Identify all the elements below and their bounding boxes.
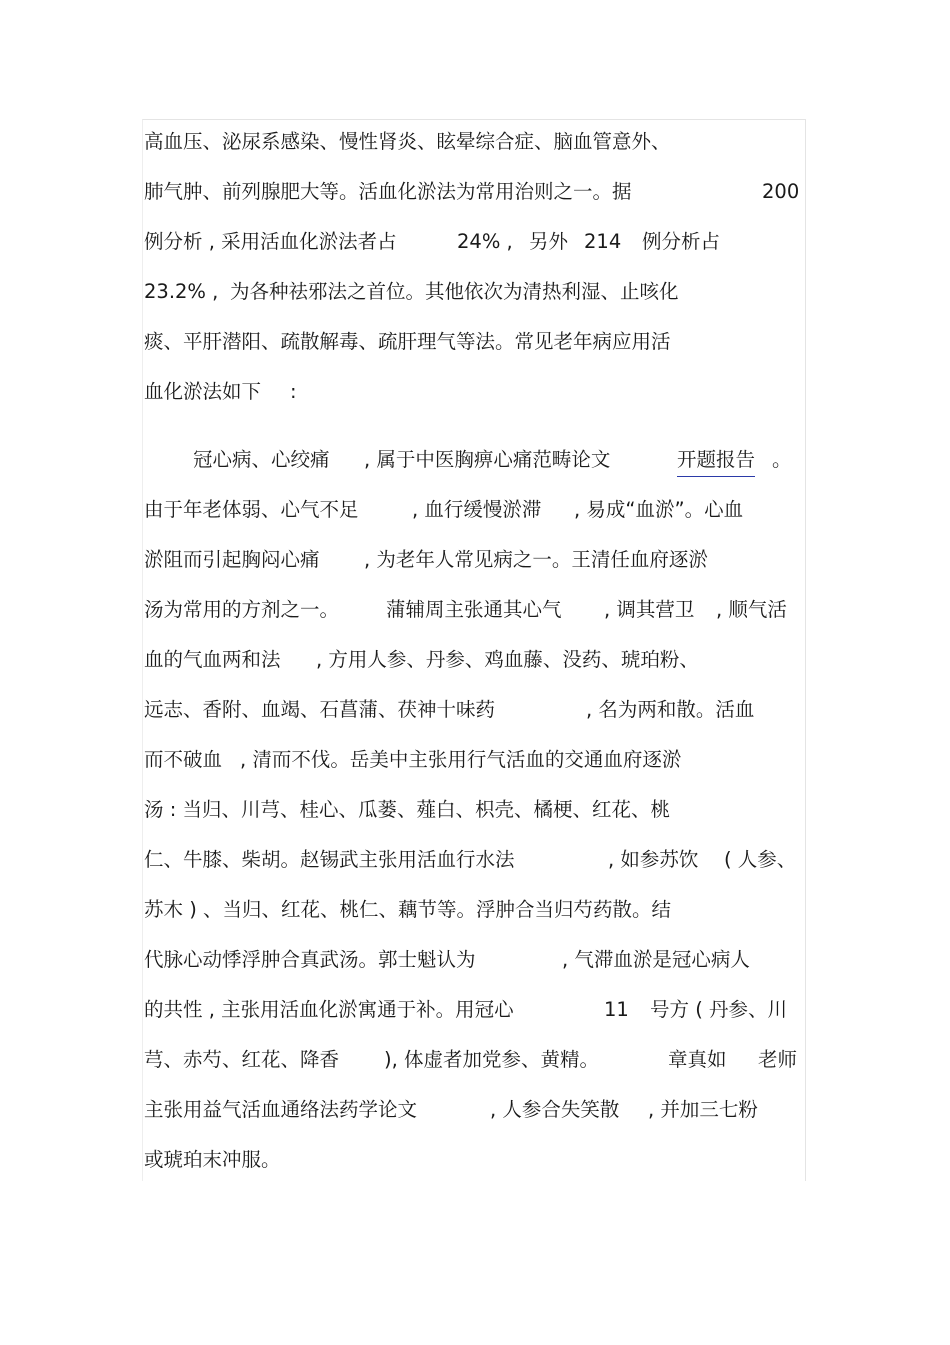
paragraph-2-line-5 [144,645,800,675]
number-text: 200 [762,180,800,203]
text-segment: , 顺气活 [716,598,787,621]
text-segment: , 属于中医胸痹心痛范畴论文 [364,448,611,471]
text-segment: 苏木 ) 、当归、红花、桃仁、藕节等。浮肿合当归芍药散。结 [144,898,672,921]
text-segment: 淤阻而引起胸闷心痛 [144,548,320,571]
paragraph-2-line-15 [144,1145,800,1175]
text-segment: 由于年老体弱、心气不足 [144,498,359,521]
paragraph-2-line-12 [144,995,800,1025]
text-segment: , 清而不伐。岳美中主张用行气活血的交通血府逐淤 [240,748,682,771]
text-segment: 而不破血 [144,748,223,771]
number-text: 11 [604,998,629,1021]
percent-text: 24% , [457,230,513,253]
percent-text: 23.2% , [144,280,219,303]
paragraph-2-line-11 [144,945,800,975]
text-segment: , 名为两和散。活血 [586,698,755,721]
text-segment: 例分析占 [642,230,721,253]
paragraph-2-line-1 [144,445,800,475]
text-segment: 号方 ( 丹参、川 [650,998,788,1021]
text-segment: 肺气肿、前列腺肥大等。活血化淤法为常用治则之一。据 [144,180,632,203]
paragraph-2-line-9 [144,845,800,875]
text-segment: , 如参苏饮 [608,848,699,871]
paragraph-2-line-13 [144,1045,800,1075]
text-segment: 主张用益气活血通络法药学论文 [144,1098,418,1121]
text-segment: , 调其营卫 [604,598,695,621]
text-segment: 。 [772,448,792,471]
text-segment: 远志、香附、血竭、石菖蒲、茯神十味药 [144,698,496,721]
paragraph-1-line-4 [144,277,800,307]
paragraph-1-line-5 [144,327,800,357]
paragraph-2-line-3 [144,545,800,575]
paragraph-2-line-6 [144,695,800,725]
text-segment: 血的气血两和法 [144,648,281,671]
paragraph-2-line-8 [144,795,800,825]
paragraph-1-line-6 [144,377,800,407]
paragraph-2-line-14 [144,1095,800,1125]
text-segment: : [290,380,297,403]
text-segment: 章真如 [668,1048,727,1071]
text-segment: , 并加三七粉 [648,1098,758,1121]
text-segment: , 方用人参、丹参、鸡血藤、没药、琥珀粉、 [316,648,699,671]
text-segment: 汤为常用的方剂之一。 [144,598,340,621]
text-segment: , 易成“血淤”。心血 [574,498,744,521]
paragraph-2-line-4 [144,595,800,625]
text-segment: 另外 [529,230,569,253]
text-segment: 高血压、泌尿系感染、慢性肾炎、眩晕综合症、脑血管意外、 [144,130,671,153]
text-segment: , 人参合失笑散 [490,1098,620,1121]
text-segment: 汤 : 当归、川芎、桂心、瓜蒌、薤白、枳壳、橘梗、红花、桃 [144,798,670,821]
thesis-proposal-link[interactable]: 开题报告 [677,445,755,477]
paragraph-1-line-1 [144,127,800,157]
paragraph-2-line-10 [144,895,800,925]
number-text: 214 [584,230,622,253]
text-segment: , 为老年人常见病之一。王清任血府逐淤 [364,548,708,571]
text-segment: , 气滞血淤是冠心病人 [562,948,750,971]
text-segment: 痰、平肝潜阳、疏散解毒、疏肝理气等法。常见老年病应用活 [144,330,671,353]
text-segment: ), 体虚者加党参、黄精。 [384,1048,600,1071]
paragraph-1-line-2 [144,177,800,207]
text-segment: 代脉心动悸浮肿合真武汤。郭士魁认为 [144,948,476,971]
text-segment: 为各种祛邪法之首位。其他依次为清热利湿、止咳化 [230,280,679,303]
text-segment: 蒲辅周主张通其心气 [386,598,562,621]
text-segment: , 血行缓慢淤滞 [412,498,542,521]
text-segment: 冠心病、心绞痛 [193,448,330,471]
paragraph-2-line-2 [144,495,800,525]
text-segment: ( 人参、 [724,848,797,871]
paragraph-1-line-3 [144,227,800,257]
text-segment: 或琥珀末冲服。 [144,1148,281,1171]
text-segment: 血化淤法如下 [144,380,262,403]
text-segment: 芎、赤芍、红花、降香 [144,1048,340,1071]
text-segment: 例分析 , 采用活血化淤法者占 [144,230,397,253]
paragraph-2-line-7 [144,745,800,775]
text-segment: 的共性 , 主张用活血化淤寓通于补。用冠心 [144,998,514,1021]
text-segment: 老师 [758,1048,798,1071]
text-segment: 仁、牛膝、柴胡。赵锡武主张用活血行水法 [144,848,515,871]
